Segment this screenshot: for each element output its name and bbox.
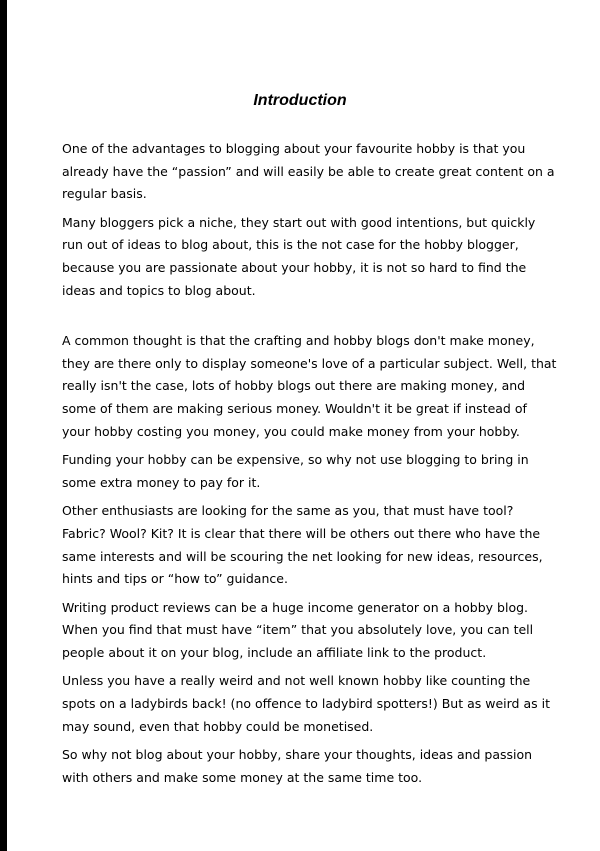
- paragraph-5: Other enthusiasts are looking for the same as you, that must have tool? Fabric? Wool? Kit? It is clear that there will be others out there who have the same interests and will be scouring the net looking for new ideas, resources, hints and tips or “how to” guidance.: [62, 503, 543, 587]
- paragraph-3: A common thought is that the crafting and hobby blogs don't make money, they are there only to display someone's love of a particular subject. Well, that really isn't the case, lots of hobby blogs out there are making money, and some of them are making serious money. Wouldn't it be great if instead of your hobby costing you money, you could make money from your hobby.: [62, 333, 557, 439]
- page-title: Introduction: [253, 92, 347, 109]
- document-body: [62, 138, 557, 795]
- page-edge-bar: [0, 0, 7, 851]
- paragraph-8: So why not blog about your hobby, share your thoughts, ideas and passion with others and make some money at the same time too.: [62, 747, 533, 785]
- paragraph-1: One of the advantages to blogging about your favourite hobby is that you already have the “passion” and will easily be able to create great content on a regular basis.: [62, 141, 555, 202]
- paragraph-7: Unless you have a really weird and not well known hobby like counting the spots on a ladybirds back! (no offence to ladybird spotters!) But as weird as it may sound, even that hobby could be monetised.: [62, 673, 550, 734]
- paragraph-6: Writing product reviews can be a huge income generator on a hobby blog. When you find that must have “item” that you absolutely love, you can tell people about it on your blog, include an affiliate link to the product.: [62, 599, 534, 660]
- paragraph-2: Many bloggers pick a niche, they start out with good intentions, but quickly run out of ideas to blog about, this is the not case for the hobby blogger, because you are passionate about your hobby, it is not so hard to find the ideas and topics to blog about.: [62, 214, 536, 298]
- paragraph-4: Funding your hobby can be expensive, so why not use blogging to bring in some extra money to pay for it.: [62, 452, 529, 490]
